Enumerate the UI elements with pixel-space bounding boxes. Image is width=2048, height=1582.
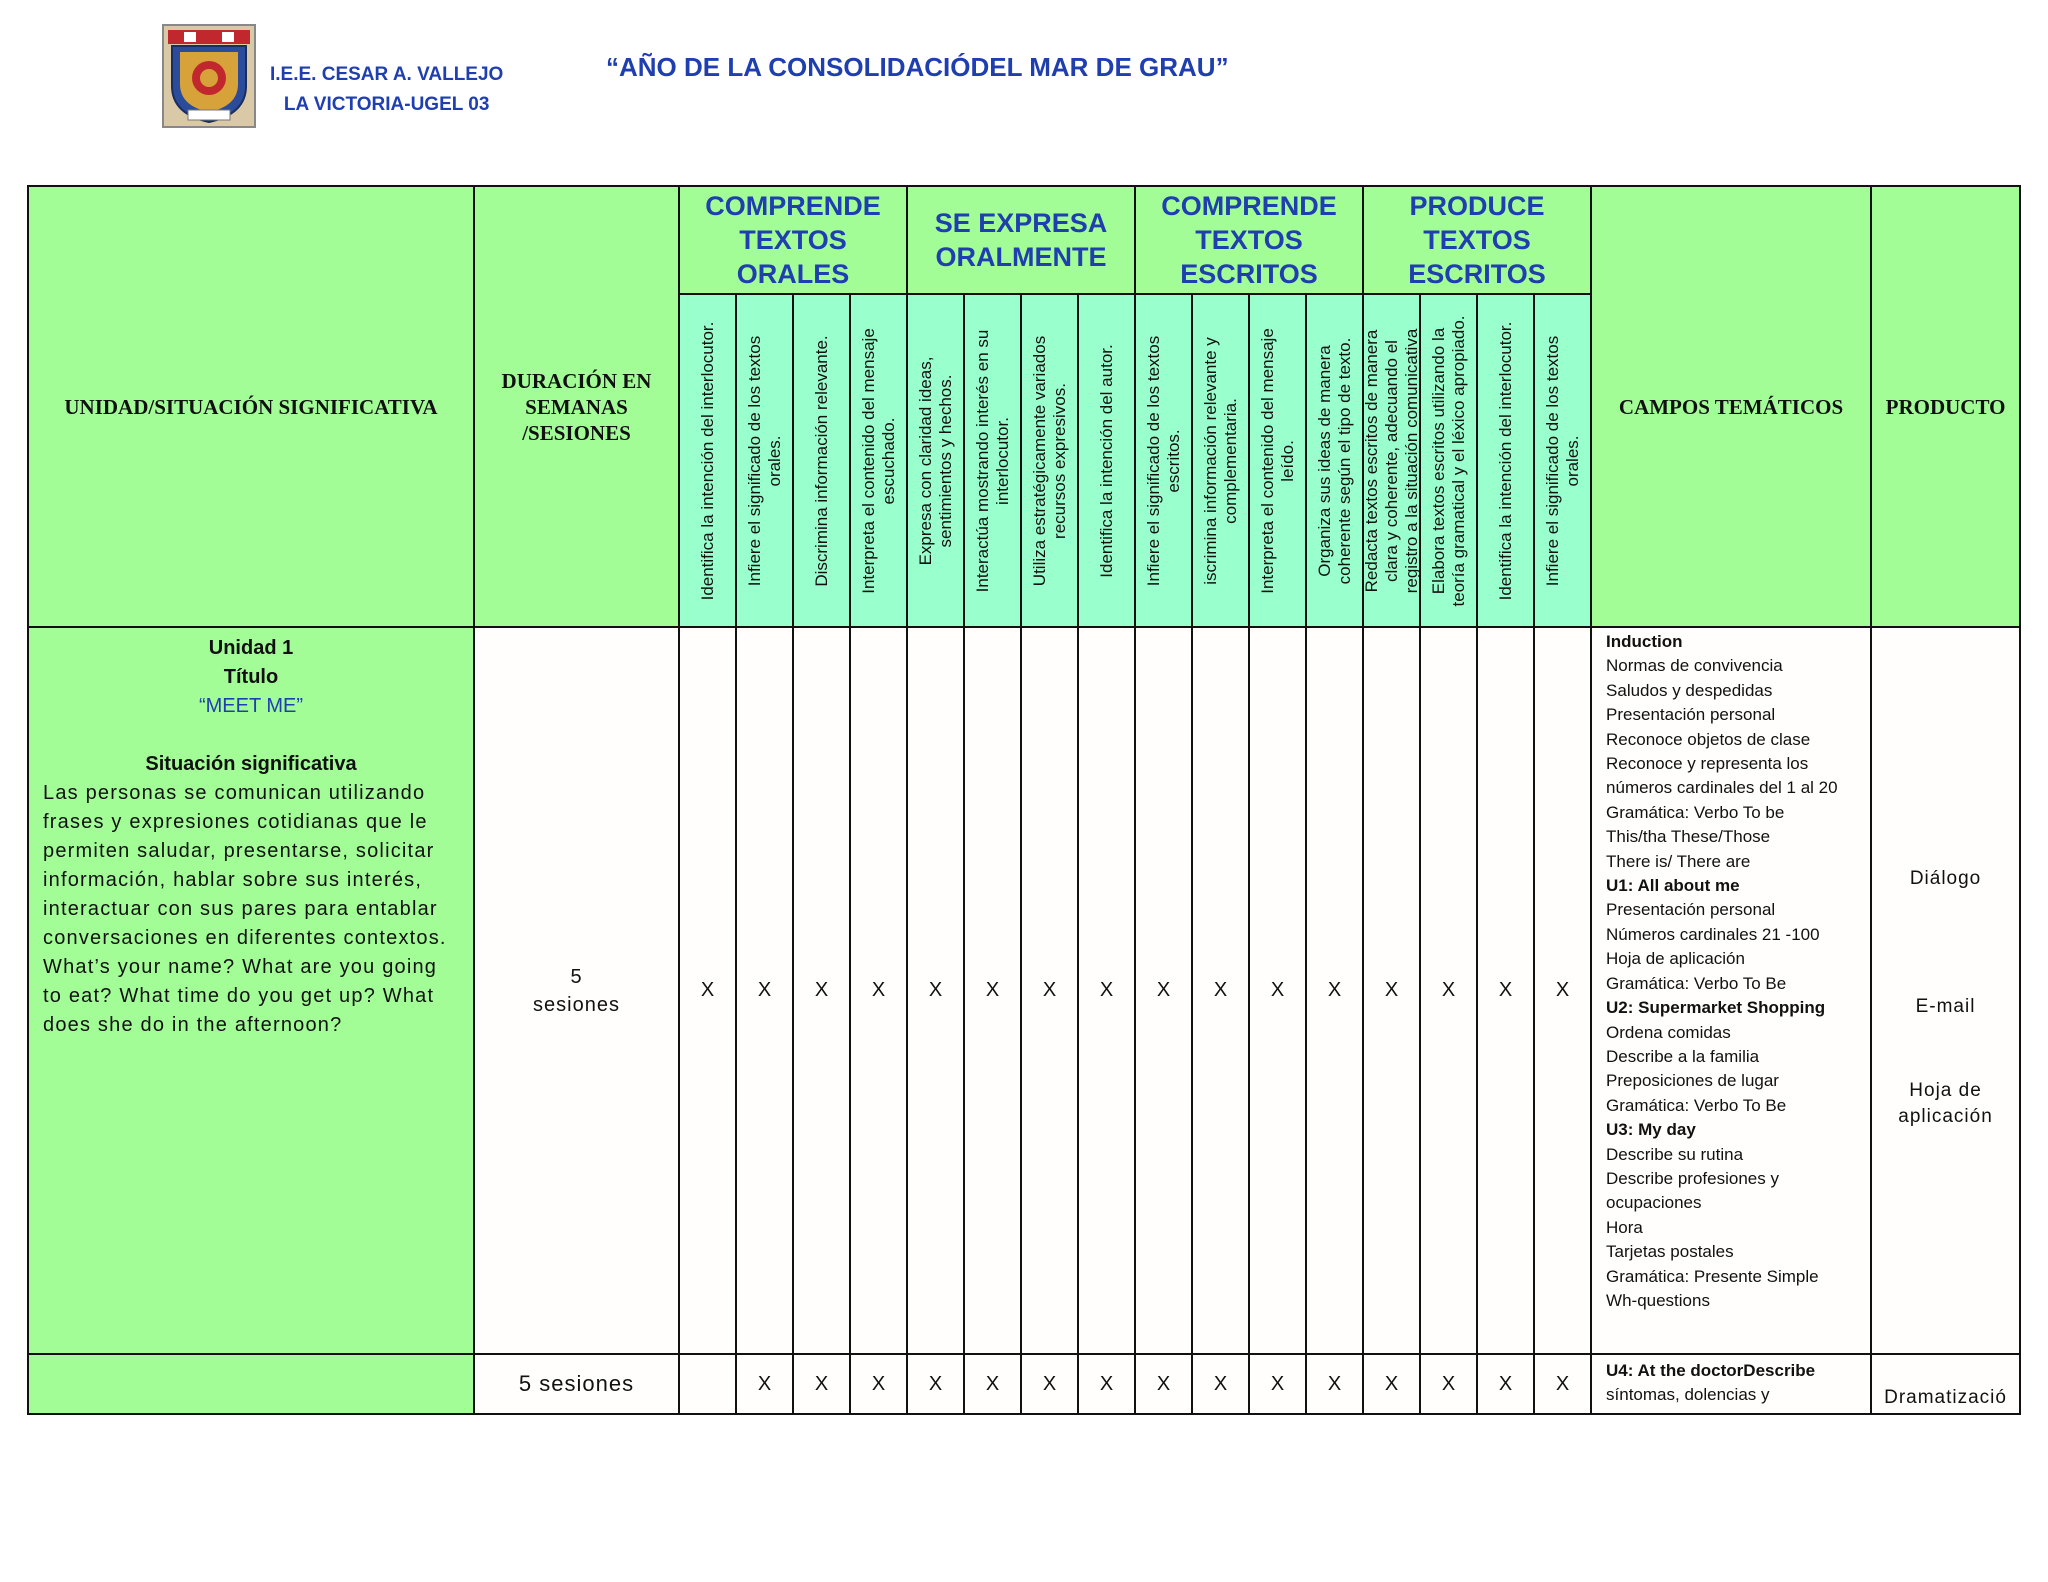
mark-cell: X bbox=[1306, 627, 1363, 1354]
unit1-duration bbox=[474, 627, 679, 1354]
topic-line: This/tha These/Those bbox=[1606, 827, 1771, 847]
mark-cell: X bbox=[1477, 627, 1534, 1354]
unit2-topics bbox=[1591, 1354, 1871, 1414]
mark-cell: X bbox=[1534, 627, 1591, 1354]
topic-line: Gramática: Verbo To Be bbox=[1606, 1095, 1787, 1115]
unit1-number: Unidad 1 bbox=[208, 637, 294, 659]
mark-cell: X bbox=[1249, 1354, 1306, 1414]
topic-line: números cardinales del 1 al 20 bbox=[1606, 778, 1838, 798]
group-se-expresa: SE EXPRESA ORALMENTE bbox=[907, 186, 1135, 294]
capacity-label: Utiliza estratégicamente variados recursos expresivos. bbox=[1029, 335, 1069, 586]
unit1-row bbox=[28, 627, 2020, 1354]
capacity-label: Infiere el significado de los textos orales. bbox=[1542, 335, 1582, 586]
unit1-topics bbox=[1591, 627, 1871, 1354]
unit2-duration: 5 sesiones bbox=[474, 1354, 679, 1414]
mark-cell: X bbox=[1135, 627, 1192, 1354]
capacity-header bbox=[1420, 294, 1477, 627]
topic-line: Describe su rutina bbox=[1606, 1144, 1744, 1164]
duration-header: DURACIÓN EN SEMANAS /SESIONES bbox=[474, 186, 679, 627]
year-title: “AÑO DE LA CONSOLIDACIÓDEL MAR DE GRAU” bbox=[606, 52, 1229, 82]
mark-cell: X bbox=[1363, 1354, 1420, 1414]
topic-line: Describe a la familia bbox=[1606, 1046, 1760, 1066]
capacity-header bbox=[679, 294, 736, 627]
capacity-label: Redacta textos escritos de manera clara y coherente, adecuando el registro a la situación comunicativa bbox=[1361, 328, 1421, 593]
mark-cell: X bbox=[907, 627, 964, 1354]
mark-cell: X bbox=[1420, 1354, 1477, 1414]
mark-cell: X bbox=[1192, 1354, 1249, 1414]
capacity-header bbox=[907, 294, 964, 627]
capacity-header bbox=[1249, 294, 1306, 627]
capacity-header bbox=[736, 294, 793, 627]
product-header: PRODUCTO bbox=[1871, 186, 2020, 627]
mark-cell: X bbox=[1420, 627, 1477, 1354]
topics-list bbox=[1606, 630, 1856, 1313]
capacity-header bbox=[1363, 294, 1420, 627]
capacity-label: Interactúa mostrando interés en su interlocutor. bbox=[972, 329, 1012, 592]
mark-cell: X bbox=[793, 1354, 850, 1414]
group-header-row bbox=[28, 186, 2020, 294]
topic-line: Describe profesiones y bbox=[1606, 1168, 1779, 1188]
topic-line: U3: My day bbox=[1606, 1120, 1696, 1140]
mark-cell: X bbox=[1021, 1354, 1078, 1414]
capacity-label: iscrimina información relevante y complementaria. bbox=[1200, 336, 1240, 585]
mark-cell: X bbox=[850, 1354, 907, 1414]
product-worksheet: Hoja de aplicación bbox=[1898, 1080, 1993, 1127]
curriculum-table bbox=[27, 185, 2021, 1415]
capacity-header bbox=[1078, 294, 1135, 627]
product-dialogue: Diálogo bbox=[1909, 868, 1982, 889]
school-name-line1: I.E.E. CESAR A. VALLEJO bbox=[270, 64, 504, 85]
unit2-topic-rest: Describe bbox=[1743, 1361, 1816, 1380]
unit2-cell bbox=[28, 1354, 474, 1414]
unit2-topic-title: U4: At the doctor bbox=[1606, 1361, 1744, 1380]
school-name-line2: LA VICTORIA-UGEL 03 bbox=[283, 94, 490, 115]
capacity-label: Organiza sus ideas de manera coherente según el tipo de texto. bbox=[1314, 337, 1354, 584]
topic-line: Números cardinales 21 -100 bbox=[1606, 924, 1820, 944]
capacity-header bbox=[1477, 294, 1534, 627]
capacity-header bbox=[1534, 294, 1591, 627]
topic-line: U1: All about me bbox=[1606, 876, 1740, 896]
mark-cell: X bbox=[1249, 627, 1306, 1354]
topic-line: Presentación personal bbox=[1606, 900, 1776, 920]
topic-line: Induction bbox=[1606, 632, 1683, 651]
topic-line: Gramática: Verbo To Be bbox=[1606, 973, 1787, 993]
topic-line: Gramática: Presente Simple bbox=[1606, 1266, 1819, 1286]
mark-cell: X bbox=[793, 627, 850, 1354]
topic-line: U2: Supermarket Shopping bbox=[1606, 998, 1826, 1018]
capacity-label: Expresa con claridad ideas, sentimientos y hechos. bbox=[915, 356, 955, 565]
capacity-label: Interpreta el contenido del mensaje leído. bbox=[1257, 327, 1297, 594]
mark-cell: X bbox=[736, 1354, 793, 1414]
mark-cell: X bbox=[1078, 627, 1135, 1354]
group-comprende-escritos: COMPRENDE TEXTOS ESCRITOS bbox=[1135, 186, 1363, 294]
capacity-label: Elabora textos escritos utilizando la teoría gramatical y el léxico apropiado. bbox=[1428, 314, 1468, 607]
topic-line: Presentación personal bbox=[1606, 705, 1776, 725]
unit2-row bbox=[28, 1354, 2020, 1414]
topic-line: Ordena comidas bbox=[1606, 1022, 1731, 1042]
unit2-product: Dramatizació bbox=[1871, 1354, 2020, 1414]
topic-line: ocupaciones bbox=[1606, 1193, 1702, 1213]
mark-cell: X bbox=[679, 627, 736, 1354]
unit-header: UNIDAD/SITUACIÓN SIGNIFICATIVA bbox=[28, 186, 474, 627]
mark-cell: X bbox=[1477, 1354, 1534, 1414]
topic-line: There is/ There are bbox=[1606, 851, 1751, 871]
mark-cell: X bbox=[736, 627, 793, 1354]
product-email: E-mail bbox=[1915, 996, 1976, 1017]
capacity-header bbox=[964, 294, 1021, 627]
capacity-label: Identifica la intención del autor. bbox=[1096, 343, 1116, 578]
capacity-header bbox=[850, 294, 907, 627]
topic-line: Hoja de aplicación bbox=[1606, 949, 1745, 969]
topic-line: Reconoce objetos de clase bbox=[1606, 729, 1811, 749]
capacity-header bbox=[1192, 294, 1249, 627]
unit1-title: “MEET ME” bbox=[198, 695, 304, 717]
capacity-header bbox=[793, 294, 850, 627]
mark-cell: X bbox=[1363, 627, 1420, 1354]
group-comprende-orales: COMPRENDE TEXTOS ORALES bbox=[679, 186, 907, 294]
school-name bbox=[270, 60, 503, 120]
mark-cell: X bbox=[964, 627, 1021, 1354]
page-header bbox=[0, 0, 2048, 180]
unit1-duration-text: sesiones bbox=[533, 993, 620, 1016]
mark-cell: X bbox=[1078, 1354, 1135, 1414]
capacity-label: Infiere el significado de los textos orales. bbox=[744, 335, 784, 586]
capacity-header bbox=[1306, 294, 1363, 627]
group-produce-escritos: PRODUCE TEXTOS ESCRITOS bbox=[1363, 186, 1591, 294]
unit1-cell bbox=[28, 627, 474, 1354]
unit2-topic-line2: síntomas, dolencias y bbox=[1606, 1385, 1770, 1404]
topics-header: CAMPOS TEMÁTICOS bbox=[1591, 186, 1871, 627]
topic-line: Hora bbox=[1606, 1217, 1643, 1237]
mark-cell: X bbox=[1135, 1354, 1192, 1414]
topic-line: Preposiciones de lugar bbox=[1606, 1071, 1779, 1091]
mark-cell: X bbox=[850, 627, 907, 1354]
mark-cell: X bbox=[907, 1354, 964, 1414]
mark-cell: X bbox=[1534, 1354, 1591, 1414]
capacity-label: Discrimina información relevante. bbox=[811, 334, 831, 587]
unit1-title-label: Título bbox=[223, 666, 279, 688]
topic-line: Reconoce y representa los bbox=[1606, 754, 1809, 774]
unit1-situation-label: Situación significativa bbox=[145, 753, 357, 775]
capacity-header bbox=[1135, 294, 1192, 627]
topic-line: Normas de convivencia bbox=[1606, 656, 1783, 676]
unit1-products bbox=[1871, 627, 2020, 1354]
mark-cell: X bbox=[1021, 627, 1078, 1354]
capacity-label: Identifica la intención del interlocutor. bbox=[1495, 321, 1515, 600]
mark-cell: X bbox=[1306, 1354, 1363, 1414]
school-crest-icon bbox=[162, 24, 256, 128]
unit1-situation: Las personas se comunican utilizando frases y expresiones cotidianas que le permiten saludar, presentarse, solicitar información, hablar sobre sus interés, interactuar con sus pares para entablar conversaciones en diferentes contextos. What’s your name? What are you going to eat? What time do you get up? What does she do in the afternoon? bbox=[43, 782, 447, 1036]
capacity-label: Interpreta el contenido del mensaje escuchado. bbox=[858, 327, 898, 594]
topic-line: Saludos y despedidas bbox=[1606, 680, 1773, 700]
capacity-label: Infiere el significado de los textos escritos. bbox=[1143, 335, 1183, 586]
mark-cell: X bbox=[1192, 627, 1249, 1354]
topic-line: Wh-questions bbox=[1606, 1290, 1710, 1310]
topic-line: Tarjetas postales bbox=[1606, 1242, 1734, 1262]
mark-cell: X bbox=[964, 1354, 1021, 1414]
mark-cell-empty bbox=[679, 1354, 736, 1414]
unit1-duration-number: 5 bbox=[570, 965, 583, 988]
topic-line: Gramática: Verbo To be bbox=[1606, 802, 1785, 822]
capacity-header bbox=[1021, 294, 1078, 627]
capacity-label: Identifica la intención del interlocutor. bbox=[697, 321, 717, 600]
